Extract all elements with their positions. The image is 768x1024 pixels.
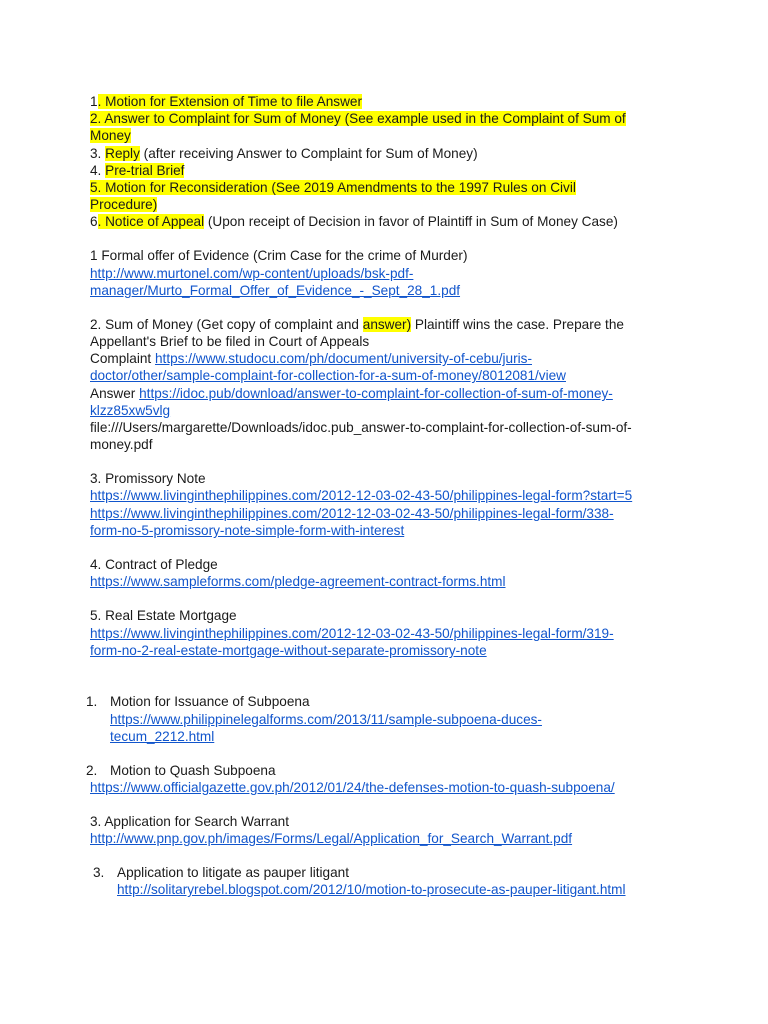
list-item-6: 6. Notice of Appeal (Upon receipt of Decision in favor of Plaintiff in Sum of Money Case) — [90, 214, 618, 229]
list-number: 1. — [86, 694, 98, 709]
section-3-link-1[interactable]: https://www.livinginthephilippines.com/2012-12-03-02-43-50/philippines-legal-form?start=5 — [90, 488, 633, 503]
list-item-5-cont — [90, 196, 157, 213]
section-1-title: 1 Formal offer of Evidence (Crim Case for the crime of Murder) — [90, 248, 468, 263]
complaint-line — [90, 350, 532, 367]
complaint-label: Complaint — [90, 351, 155, 366]
bottom-list-item-1: 1. Motion for Issuance of Subpoena — [86, 694, 310, 709]
answer-link[interactable]: https://idoc.pub/download/answer-to-complaint-for-collection-of-sum-of-money- — [139, 386, 613, 401]
list-item-4: 4. Pre-trial Brief — [90, 163, 185, 178]
highlight: 5. Motion for Reconsideration (See 2019 Amendments to the 1997 Rules on Civil — [90, 180, 576, 195]
highlight: Procedure) — [90, 197, 158, 212]
section-2-title-cont: Appellant's Brief to be filed in Court of Appeals — [90, 334, 370, 349]
bottom-item-3-title: 3. Application for Search Warrant — [90, 814, 289, 829]
highlight: Pre-trial Brief — [105, 163, 185, 178]
bottom-item-3-link[interactable]: http://www.pnp.gov.ph/images/Forms/Legal/Application_for_Search_Warrant.pdf — [90, 831, 573, 846]
section-5-title: 5. Real Estate Mortgage — [90, 608, 237, 623]
list-number: 3. — [93, 865, 105, 880]
list-item-3: 3. Reply (after receiving Answer to Complaint for Sum of Money) — [90, 146, 478, 161]
list-item-5 — [90, 179, 576, 196]
file-path: file:///Users/margarette/Downloads/idoc.pub_answer-to-complaint-for-collection-of-sum-of- — [90, 420, 632, 435]
section-4-title: 4. Contract of Pledge — [90, 557, 218, 572]
answer-line — [90, 385, 613, 402]
highlight: . Motion for Extension of Time to file Answer — [97, 94, 363, 109]
highlight: answer) — [362, 317, 412, 332]
bottom-item-1-link-cont[interactable]: tecum_2212.html — [110, 729, 215, 744]
list-item-1: 1. Motion for Extension of Time to file Answer — [90, 94, 363, 109]
bottom-list-item-2: 2. Motion to Quash Subpoena — [86, 763, 276, 778]
file-path-cont: money.pdf — [90, 437, 153, 452]
section-1-link-cont[interactable]: manager/Murto_Formal_Offer_of_Evidence_-_Sept_28_1.pdf — [90, 283, 461, 298]
section-3-title: 3. Promissory Note — [90, 471, 206, 486]
section-5-link-cont[interactable]: form-no-2-real-estate-mortgage-without-separate-promissory-note — [90, 643, 487, 658]
section-2-title: 2. Sum of Money (Get copy of complaint and answer) Plaintiff wins the case. Prepare the — [90, 317, 624, 332]
section-3-link-2-cont[interactable]: form-no-5-promissory-note-simple-form-with-interest — [90, 523, 405, 538]
list-item-2 — [90, 110, 626, 127]
bottom-list-item-4: 3. Application to litigate as pauper litigant — [93, 865, 349, 880]
bottom-item-4-link[interactable]: http://solitaryrebel.blogspot.com/2012/10/motion-to-prosecute-as-pauper-litigant.html — [117, 882, 626, 897]
complaint-link[interactable]: https://www.studocu.com/ph/document/university-of-cebu/juris- — [154, 351, 532, 366]
bottom-item-1-link[interactable]: https://www.philippinelegalforms.com/2013/11/sample-subpoena-duces- — [110, 712, 542, 727]
answer-label: Answer — [90, 386, 140, 401]
answer-link-cont[interactable]: klzz85xw5vlg — [90, 403, 171, 418]
section-3-link-2[interactable]: https://www.livinginthephilippines.com/2012-12-03-02-43-50/philippines-legal-form/338- — [90, 506, 614, 521]
list-number: 2. — [86, 763, 98, 778]
section-5-link[interactable]: https://www.livinginthephilippines.com/2012-12-03-02-43-50/philippines-legal-form/319- — [90, 626, 614, 641]
highlight: . Notice of Appeal — [97, 214, 205, 229]
list-item-2-cont — [90, 127, 131, 144]
highlight: Reply — [105, 146, 140, 161]
section-1-link[interactable]: http://www.murtonel.com/wp-content/uploads/bsk-pdf- — [90, 266, 414, 281]
section-4-link[interactable]: https://www.sampleforms.com/pledge-agreement-contract-forms.html — [90, 574, 506, 589]
highlight: Money — [90, 128, 131, 143]
highlight: 2. Answer to Complaint for Sum of Money (See example used in the Complaint of Sum of — [90, 111, 626, 126]
bottom-item-2-link[interactable]: https://www.officialgazette.gov.ph/2012/01/24/the-defenses-motion-to-quash-subpoena/ — [90, 780, 615, 795]
complaint-link-cont[interactable]: doctor/other/sample-complaint-for-collection-for-a-sum-of-money/8012081/view — [90, 368, 566, 383]
